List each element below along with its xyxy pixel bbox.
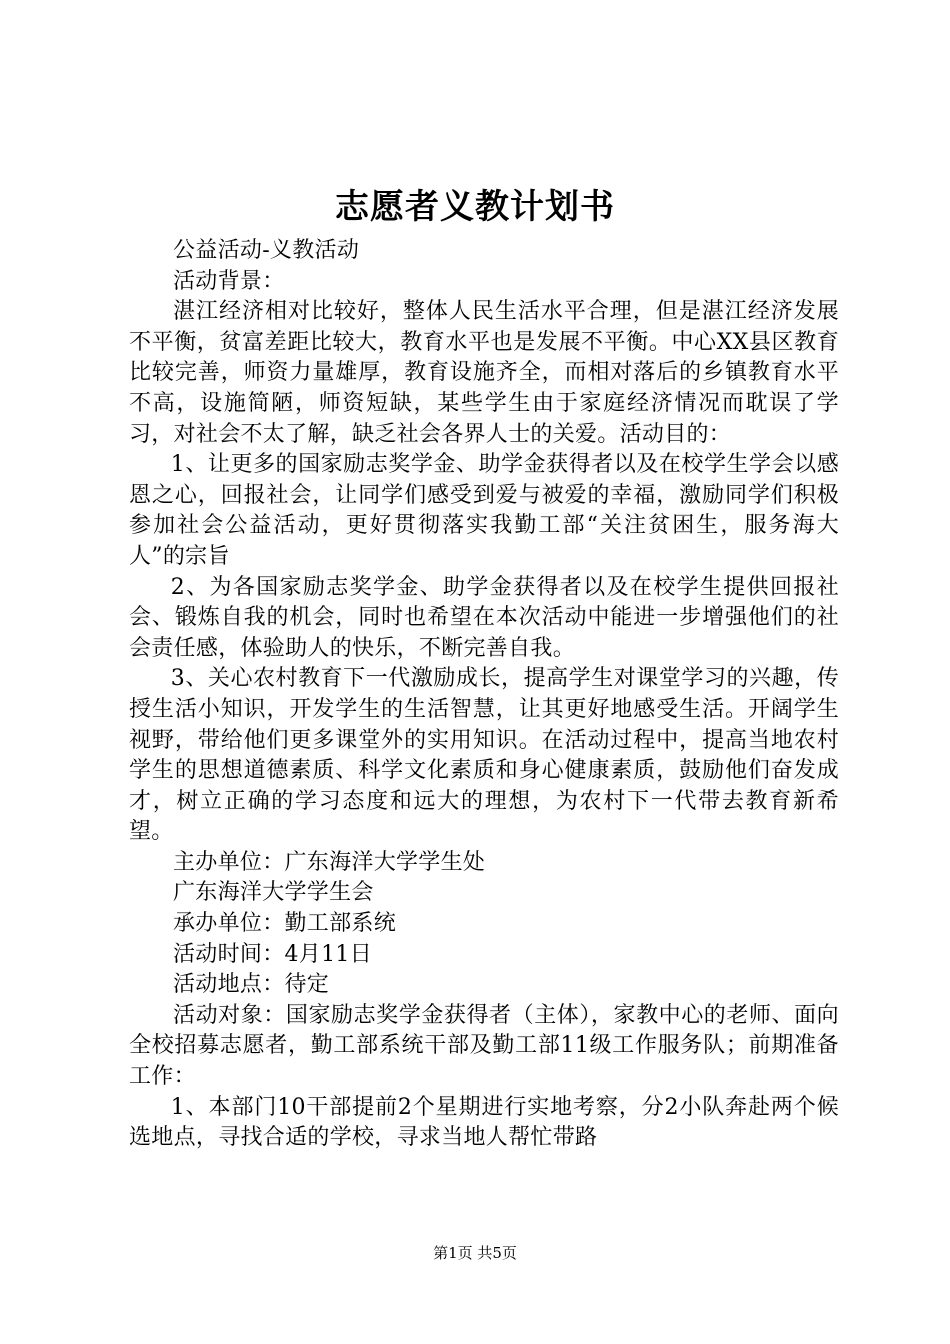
paragraph-purpose-2: 2、为各国家励志奖学金、助学金获得者以及在校学生提供回报社会、锻炼自我的机会，同时也希望在本次活动中能进一步增强他们的社会责任感，体验助人的快乐，不断完善自我。 <box>129 574 839 661</box>
page-number-footer: 第1页 共5页 <box>433 1244 517 1262</box>
paragraph-background-heading: 活动背景： <box>173 268 285 294</box>
paragraph-background: 湛江经济相对比较好，整体人民生活水平合理，但是湛江经济发展不平衡，贫富差距比较大，教育水平也是发展不平衡。中心XX县区教育比较完善，师资力量雄厚，教育设施齐全，而相对落后的乡镇教育水平不高，设施简陋，师资短缺，某些学生由于家庭经济情况而耽误了学习，对社会不太了解，缺乏社会各界人士的关爱。活动目的： <box>129 299 839 447</box>
paragraph-preparation-1: 1、本部门10干部提前2个星期进行实地考察，分2小队奔赴两个候选地点，寻找合适的学校，寻求当地人帮忙带路 <box>129 1094 839 1151</box>
paragraph-participants: 活动对象：国家励志奖学金获得者（主体），家教中心的老师、面向全校招募志愿者，勤工部系统干部及勤工部11级工作服务队；前期准备工作： <box>129 1002 839 1090</box>
paragraph-activity-type: 公益活动-义教活动 <box>173 238 360 263</box>
paragraph-organizer-2: 广东海洋大学学生会 <box>173 880 374 906</box>
document-body <box>129 236 839 1154</box>
document-title: 志愿者义教计划书 <box>335 187 615 227</box>
paragraph-undertaker: 承办单位：勤工部系统 <box>173 911 397 937</box>
paragraph-purpose-1: 1、让更多的国家励志奖学金、助学金获得者以及在校学生学会以感恩之心，回报社会，让同学们感受到爱与被爱的幸福，激励同学们积极参加社会公益活动，更好贯彻落实我勤工部“关注贫困生，服务海大人”的宗旨 <box>129 452 839 569</box>
paragraph-purpose-3: 3、关心农村教育下一代激励成长，提高学生对课堂学习的兴趣，传授生活小知识，开发学生的生活智慧，让其更好地感受生活。开阔学生视野，带给他们更多课堂外的实用知识。在活动过程中，提高当地农村学生的思想道德素质、科学文化素质和身心健康素质，鼓励他们奋发成才，树立正确的学习态度和远大的理想，为农村下一代带去教育新希望。 <box>129 666 839 845</box>
paragraph-organizer: 主办单位：广东海洋大学学生处 <box>173 849 486 875</box>
paragraph-time: 活动时间：4月11日 <box>173 941 372 967</box>
paragraph-location: 活动地点：待定 <box>173 972 330 998</box>
